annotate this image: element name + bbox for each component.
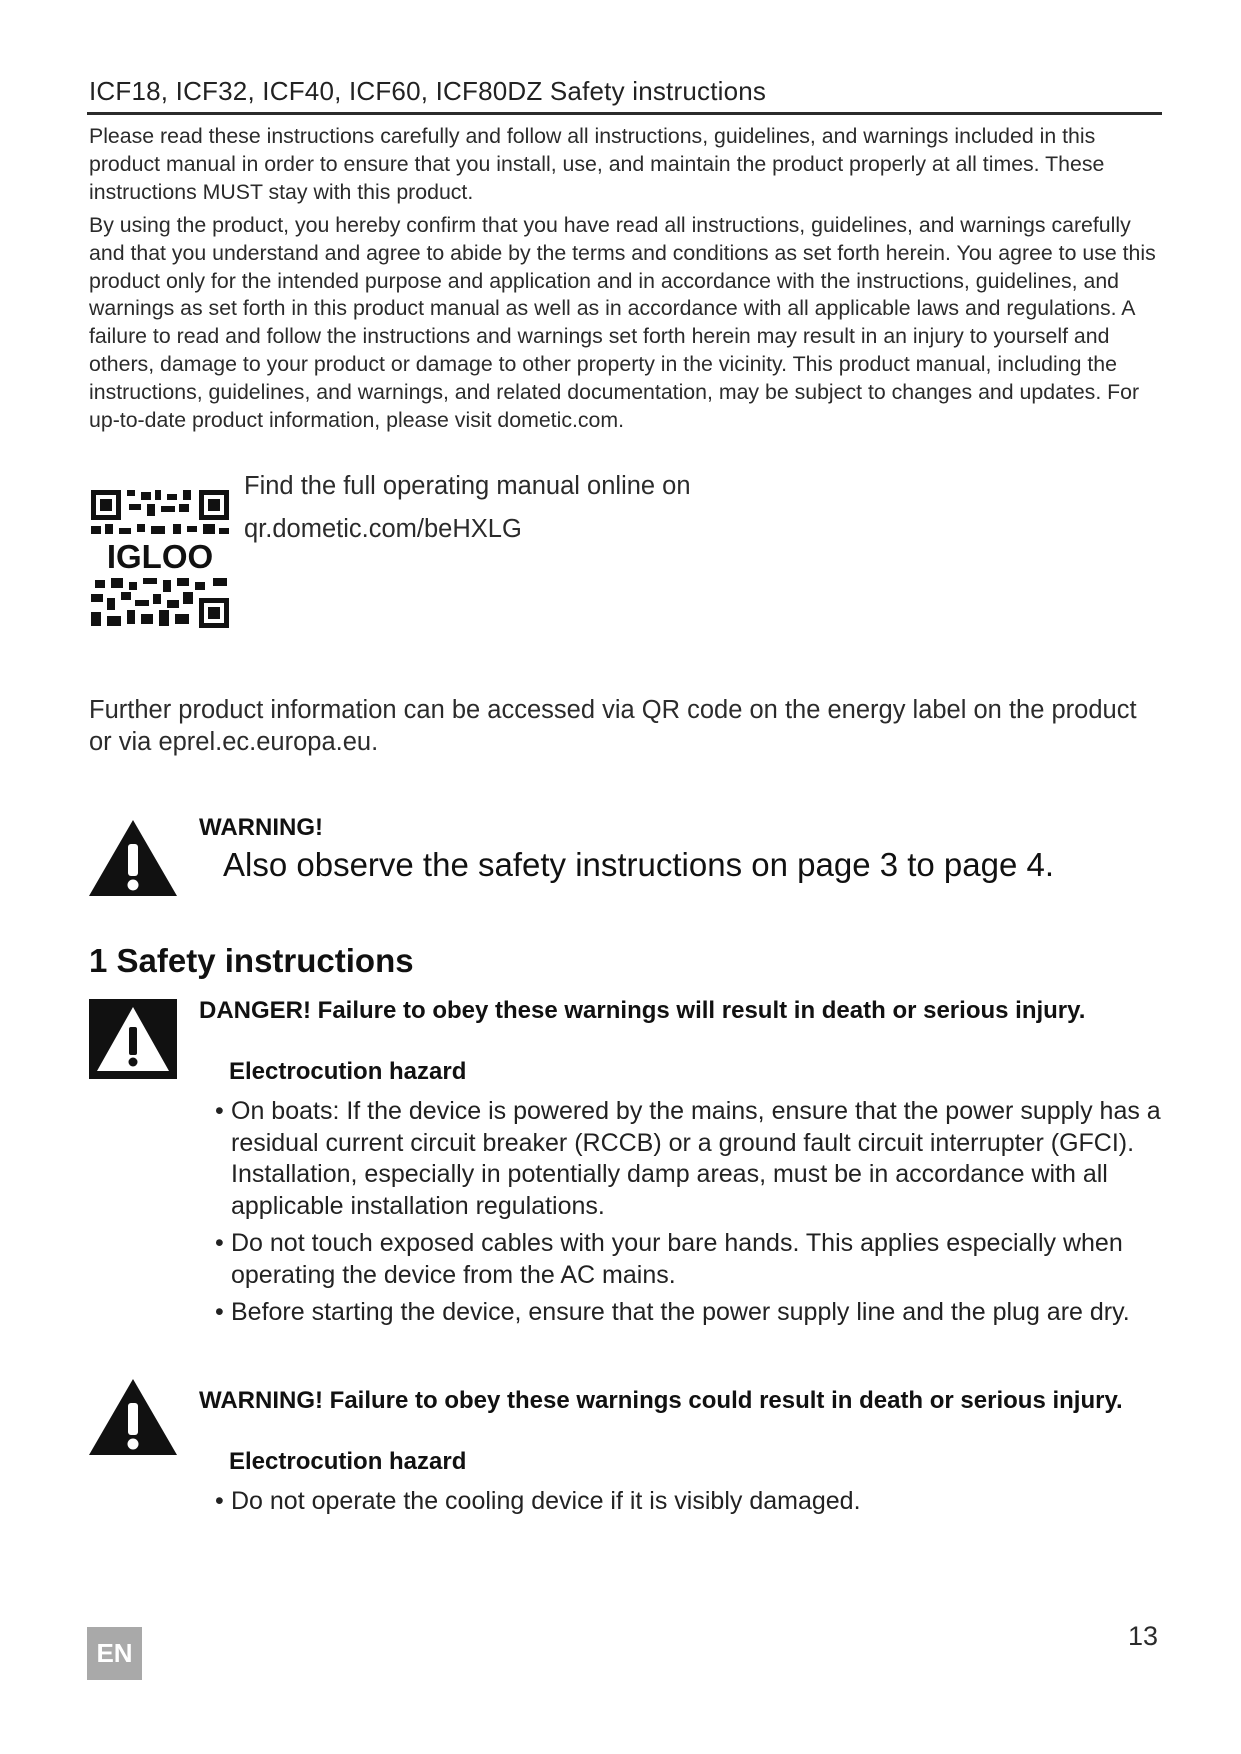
warning-bullet-1-text: Do not operate the cooling device if it is visibly damaged. <box>231 1487 861 1515</box>
qr-code-image[interactable] <box>89 488 231 630</box>
warning-bullet-1: • Do not operate the cooling device if it is visibly damaged. <box>215 1487 861 1515</box>
qr-manual-link[interactable]: qr.dometic.com/beHXLG <box>244 515 522 543</box>
warning-triangle-icon-2 <box>87 1377 179 1462</box>
danger-bullet-1-text: On boats: If the device is powered by the mains, ensure that the power supply has a residual current circuit breaker (RCCB) or a ground fault circuit interrupter (GFCI). Installation, especially in potentially damp areas, must be in accordance with all applicable installation regulations. <box>231 1097 1161 1220</box>
danger-bullet-2-text: Do not touch exposed cables with your bare hands. This applies especially when operating the device from the AC mains. <box>231 1229 1123 1289</box>
warning-note-label: WARNING! <box>199 814 323 841</box>
header-divider <box>87 112 1162 115</box>
danger-bullet-3: • Before starting the device, ensure that the power supply line and the plug are dry. <box>215 1298 1130 1326</box>
page-number: 13 <box>1128 1621 1159 1651</box>
warning-note-text: Also observe the safety instructions on page 3 to page 4. <box>223 846 1055 883</box>
danger-bullet-3-text: Before starting the device, ensure that the power supply line and the plug are dry. <box>231 1298 1130 1326</box>
qr-manual-text: Find the full operating manual online on <box>244 472 691 500</box>
danger-heading: DANGER! Failure to obey these warnings will result in death or serious injury. <box>199 997 1086 1024</box>
danger-bullet-2: • Do not touch exposed cables with your bare hands. This applies especially when operating the device from the AC mains. <box>215 1229 1123 1289</box>
further-info-text: Further product information can be accessed via QR code on the energy label on the product or via eprel.ec.europa.eu. <box>89 696 1137 756</box>
warning-heading: WARNING! Failure to obey these warnings could result in death or serious injury. <box>199 1387 1123 1414</box>
intro-paragraph-2: By using the product, you hereby confirm that you have read all instructions, guidelines, and warnings carefully and that you understand and agree to abide by the terms and conditions as set forth herein. You agree to use this product only for the intended purpose and application and in accordance with the instructions, guidelines, and warnings as set forth in this product manual as well as in accordance with all applicable laws and regulations. A failure to read and follow the instructions and warnings set forth herein may result in an injury to yourself and others, damage to your product or damage to other property in the vicinity. This product manual, including the instructions, guidelines, and warnings, and related documentation, may be subject to changes and updates. For up-to-date product information, please visit dometic.com. <box>89 213 1156 432</box>
language-badge: EN <box>87 1627 142 1680</box>
warning-triangle-icon <box>87 818 179 903</box>
qr-brand-logo: IGLOO <box>106 538 214 575</box>
qr-code-icon <box>89 488 231 630</box>
warning-hazard-title: Electrocution hazard <box>229 1448 467 1475</box>
danger-bullet-1: • On boats: If the device is powered by the mains, ensure that the power supply has a residual current circuit breaker (RCCB) or a ground fault circuit interrupter (GFCI). Installation, especially in potentially damp areas, must be in accordance with all applicable installation regulations. <box>215 1097 1161 1220</box>
danger-hazard-title: Electrocution hazard <box>229 1058 467 1085</box>
section-title: 1 Safety instructions <box>89 942 414 979</box>
danger-icon <box>89 999 177 1079</box>
page-header-title: ICF18, ICF32, ICF40, ICF60, ICF80DZ Safety instructions <box>89 76 767 106</box>
intro-paragraph-1: Please read these instructions carefully and follow all instructions, guidelines, and warnings included in this product manual in order to ensure that you install, use, and maintain the product properly at all times. These instructions MUST stay with this product. <box>89 124 1105 204</box>
